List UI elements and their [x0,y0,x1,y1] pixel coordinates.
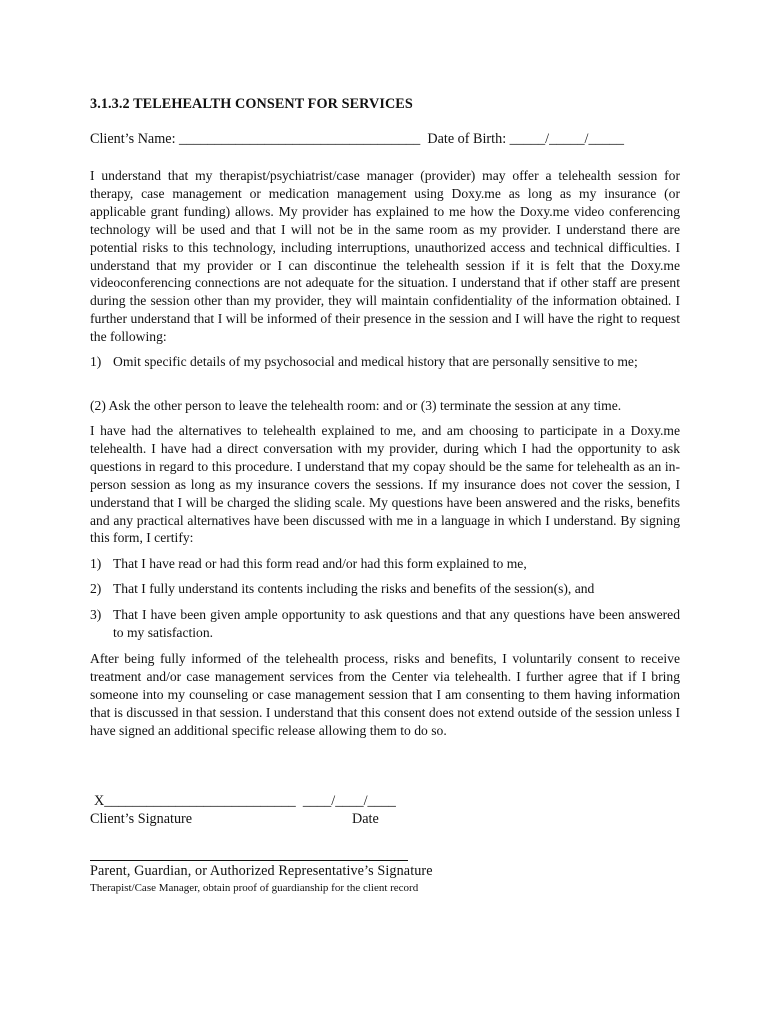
certification-item-3-text: That I have been given ample opportunity to ask questions and that any questions have been answered to my satisfaction. [113,607,680,640]
certification-item-3-number: 3) [90,607,102,622]
certification-item-3 [90,606,680,642]
request-item-2 [90,397,690,415]
client-signature-label: Client’s Signature [90,811,193,827]
certification-item-1 [90,555,680,573]
representative-signature-line [90,860,408,861]
certification-item-2-text: That I fully understand its contents including the risks and benefits of the session(s), and [113,581,595,596]
request-item-2-number: (2) [90,398,106,413]
certification-item-1-number: 1) [90,556,102,571]
certification-item-1-text: That I have read or had this form read and/or had this form explained to me, [113,556,527,571]
guardianship-note: Therapist/Case Manager, obtain proof of guardianship for the client record [90,882,419,894]
signature-date-label: Date [352,811,379,827]
request-item-2-text: Ask the other person to leave the telehealth room: and or (3) terminate the session at any time. [108,398,622,413]
certification-item-2-number: 2) [90,581,102,596]
client-signature-date-line: X___________________________ ____/____/____ [94,793,396,809]
intro-paragraph: I understand that my therapist/psychiatrist/case manager (provider) may offer a telehealth session for therapy, case management or medication management using Doxy.me as long as my insurance (or applicable grant funding) allows. My provider has explained to me how the Doxy.me video conferencing technology will be used and that I will not be in the same room as my provider. I understand there are potential risks to this technology, including interruptions, unauthorized access and technical difficulties. I understand that my provider or I can discontinue the telehealth session if it is felt that the Doxy.me videoconferencing connections are not adequate for the situation. I understand that if other staff are present during the session other than my provider, they will maintain confidentiality of the information obtained. I further understand that I will be informed of their presence in the session and I will have the right to request the following: [90,168,680,345]
consent-paragraph: After being fully informed of the telehealth process, risks and benefits, I voluntarily consent to receive treatment and/or case management services from the Center via telehealth. I further agree that if I bring someone into my counseling or case management session that I am consenting to them having information that is discussed in that session. I understand that this consent does not extend outside of the session unless I have signed an additional specific release allowing them to do so. [90,651,680,738]
client-name-dob-line: Client’s Name: __________________________________ Date of Birth: _____/_____/_____ [90,131,624,147]
representative-signature-label: Parent, Guardian, or Authorized Representative’s Signature [90,863,433,879]
request-item-1 [90,353,680,371]
request-item-1-number: 1) [90,354,102,369]
certification-item-2 [90,580,680,598]
document-title: 3.1.3.2 TELEHEALTH CONSENT FOR SERVICES [90,96,413,112]
alternatives-paragraph: I have had the alternatives to telehealth explained to me, and am choosing to participate in a Doxy.me telehealth. I have had a direct conversation with my provider, during which I had the opportunity to ask questions in regard to this procedure. I understand that my copay should be the same for telehealth as an in-person session as long as my insurance covers the sessions. If my insurance does not cover the session, I understand that I will be charged the sliding scale. My questions have been answered and the risks, benefits and any practical alternatives have been discussed with me in a language in which I understand. By signing this form, I certify: [90,423,680,546]
request-item-1-text: Omit specific details of my psychosocial and medical history that are personally sensitive to me; [113,354,638,369]
